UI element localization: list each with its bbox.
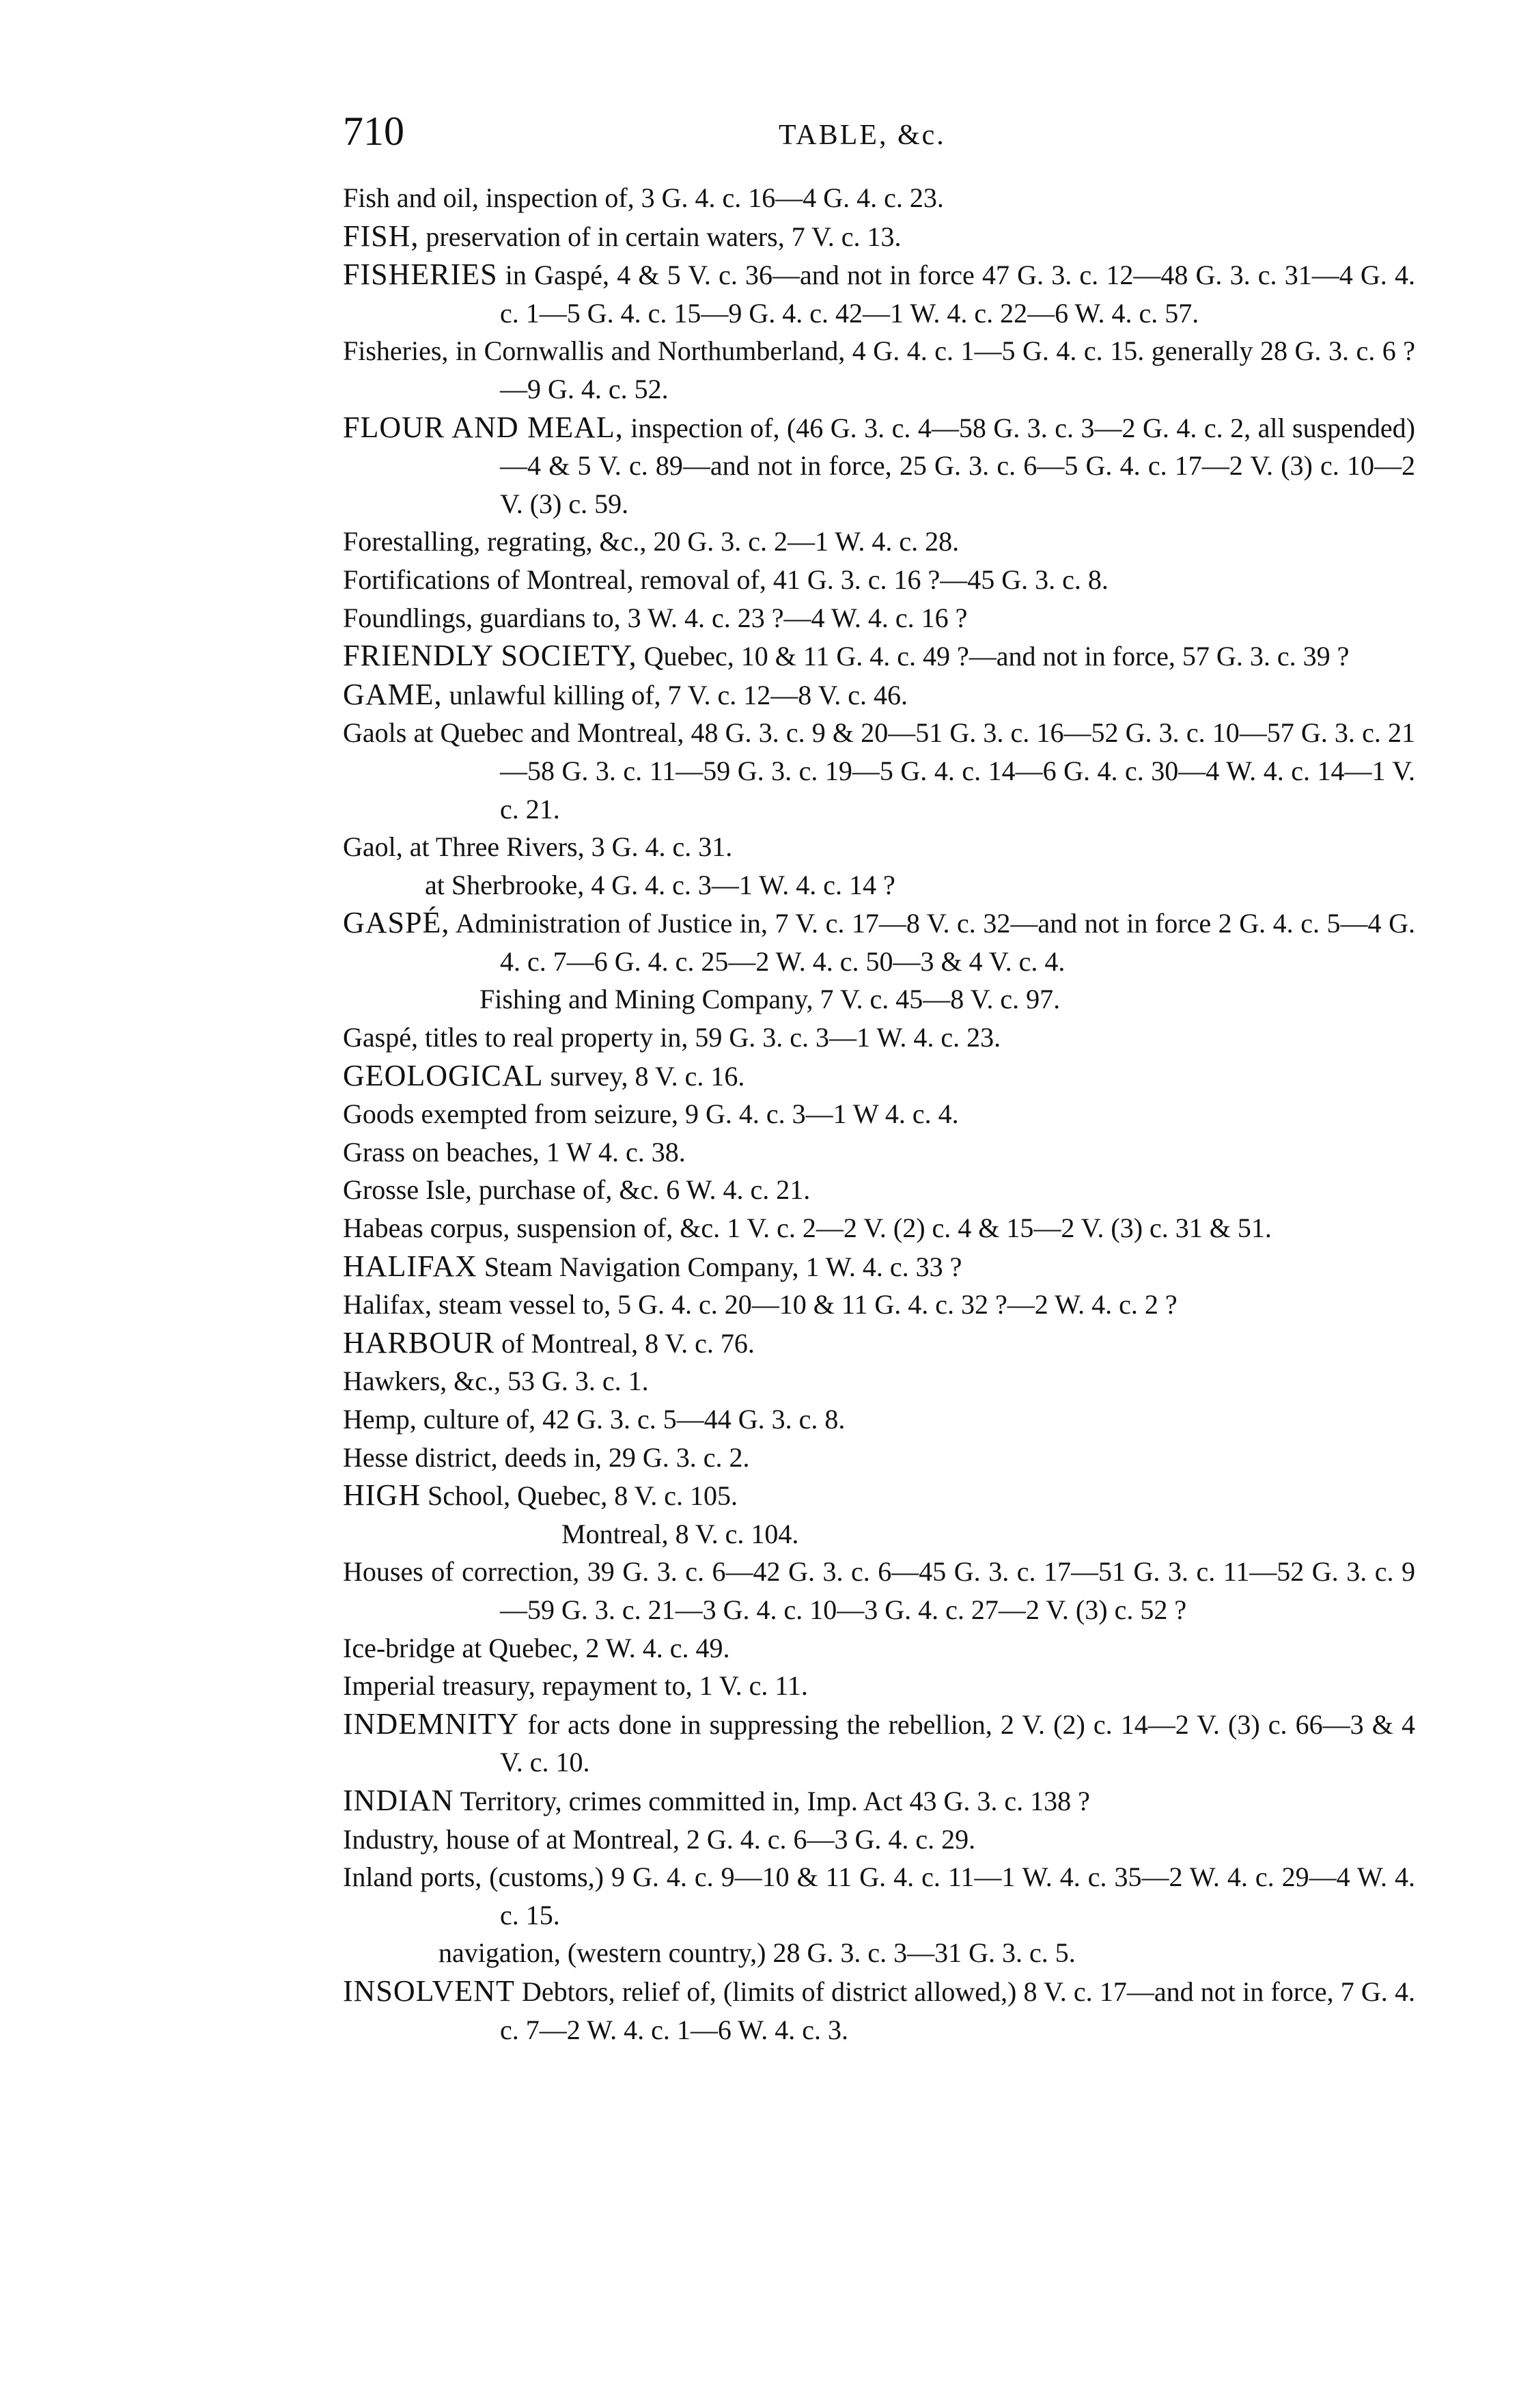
index-entry: [343, 1057, 1415, 1096]
entry-heading: GASPÉ,: [343, 906, 450, 940]
entry-heading: Foundlings,: [343, 602, 473, 633]
index-entry: [343, 217, 1415, 256]
index-entry: [343, 828, 1415, 866]
index-entry: [343, 1705, 1415, 1782]
entry-heading: Grass on beaches,: [343, 1136, 540, 1167]
index-entry: [343, 561, 1415, 599]
entry-references: steam vessel to, 5 G. 4. c. 20—10 & 11 G. 4. c. 32 ?—2 W. 4. c. 2 ?: [431, 1289, 1178, 1320]
entry-references: (customs,) 9 G. 4. c. 9—10 & 11 G. 4. c. 11—1 W. 4. c. 35—2 W. 4. c. 29—4 W. 4. c. 15.: [482, 1862, 1416, 1930]
index-entry: [343, 714, 1415, 828]
index-entry: [343, 1667, 1415, 1705]
index-entry: [343, 599, 1415, 637]
entry-references: inspection of, (46 G. 3. c. 4—58 G. 3. c. 3—2 G. 4. c. 2, all suspended)—4 & 5 V. c. 89—and not in force, 25 G. 3. c. 6—5 G. 4. c. 17—2 V. (3) c. 10—2 V. (3) c. 59.: [500, 412, 1416, 519]
entry-heading: Hemp,: [343, 1404, 417, 1435]
index-entry: [343, 255, 1415, 332]
entry-references: 4 G. 4. c. 3—1 W. 4. c. 14 ?: [584, 869, 895, 900]
entry-references: of Montreal, 8 V. c. 76.: [495, 1327, 755, 1359]
entry-heading: at Sherbrooke,: [425, 869, 585, 900]
entry-references: for acts done in suppressing the rebellion, 2 V. (2) c. 14—2 V. (3) c. 66—3 & 4 V. c. 10.: [500, 1708, 1415, 1778]
entry-heading: Habeas corpus,: [343, 1213, 510, 1244]
page-number: 710: [343, 109, 404, 154]
entry-heading: Ice-bridge at Quebec,: [343, 1632, 579, 1663]
entry-heading: HIGH: [343, 1478, 421, 1512]
entry-references: regrating, &c., 20 G. 3. c. 2—1 W. 4. c. 28.: [480, 526, 960, 557]
index-entry: [343, 1629, 1415, 1667]
entry-references: house of at Montreal, 2 G. 4. c. 6—3 G. 4. c. 29.: [438, 1823, 976, 1855]
entry-references: culture of, 42 G. 3. c. 5—44 G. 3. c. 8.: [416, 1404, 846, 1435]
entry-heading: INDEMNITY: [343, 1706, 520, 1741]
index-entry: [343, 904, 1415, 980]
page-header: [0, 104, 1532, 158]
entry-heading: Montreal,: [561, 1518, 669, 1549]
index-entry: [343, 1095, 1415, 1133]
entry-references: preservation of in certain waters, 7 V. c. 13.: [419, 221, 902, 252]
entry-references: 48 G. 3. c. 9 & 20—51 G. 3. c. 16—52 G. 3. c. 10—57 G. 3. c. 21—58 G. 3. c. 11—59 G. 3. c. 19—5 G. 4. c. 14—6 G. 4. c. 30—4 W. 4. c. 14—1 V. c. 21.: [500, 717, 1415, 825]
index-entry: [343, 1858, 1415, 1934]
entry-heading: Grosse Isle,: [343, 1174, 472, 1206]
index-entry: [343, 637, 1415, 676]
entry-references: in Cornwallis and Northumberland, 4 G. 4. c. 1—5 G. 4. c. 15. generally 28 G. 3. c. 6 ?—9 G. 4. c. 52.: [448, 335, 1415, 404]
entry-references: 39 G. 3. c. 6—42 G. 3. c. 6—45 G. 3. c. 17—51 G. 3. c. 11—52 G. 3. c. 9—59 G. 3. c. 21—3 G. 4. c. 10—3 G. 4. c. 27—2 V. (3) c. 52 ?: [500, 1556, 1415, 1625]
index-entry: [343, 179, 1415, 217]
entry-heading: GAME,: [343, 677, 443, 711]
entry-references: survey, 8 V. c. 16.: [543, 1060, 745, 1092]
entry-references: in Gaspé, 4 & 5 V. c. 36—and not in force 47 G. 3. c. 12—48 G. 3. c. 31—4 G. 4. c. 1—5 G. 4. c. 15—9 G. 4. c. 42—1 W. 4. c. 22—6 W. 4. c. 57.: [497, 260, 1415, 329]
entry-references: Territory, crimes committed in, Imp. Act 43 G. 3. c. 138 ?: [454, 1785, 1090, 1816]
index-entry: [343, 409, 1415, 523]
index-entry: [343, 1362, 1415, 1400]
entry-references: (western country,) 28 G. 3. c. 3—31 G. 3. c. 5.: [560, 1937, 1076, 1969]
entry-references: unlawful killing of, 7 V. c. 12—8 V. c. 46.: [442, 679, 908, 710]
index-entry: [343, 332, 1415, 408]
entry-references: 3 G. 4. c. 16—4 G. 4. c. 23.: [634, 182, 944, 213]
entry-heading: FISHERIES: [343, 258, 498, 292]
index-entry: [479, 980, 1415, 1019]
entry-references: Steam Navigation Company, 1 W. 4. c. 33 ?: [477, 1251, 962, 1282]
entry-references: removal of, 41 G. 3. c. 16 ?—45 G. 3. c. 8.: [633, 564, 1109, 595]
entry-references: guardians to, 3 W. 4. c. 23 ?—4 W. 4. c. 16 ?: [473, 602, 968, 633]
entry-references: Administration of Justice in, 7 V. c. 17—8 V. c. 32—and not in force 2 G. 4. c. 5—4 G. 4. c. 7—6 G. 4. c. 25—2 W. 4. c. 50—3 & 4 V. c. 4.: [449, 908, 1415, 977]
entry-heading: Goods exempted from seizure,: [343, 1098, 678, 1130]
entry-heading: Imperial treasury,: [343, 1670, 535, 1702]
running-title: TABLE, &c.: [779, 120, 946, 151]
entry-heading: FRIENDLY SOCIETY,: [343, 639, 637, 673]
entry-heading: Hawkers,: [343, 1366, 447, 1397]
entry-references: 1 W 4. c. 38.: [539, 1136, 686, 1167]
index-entry: [343, 1972, 1415, 2049]
index-entry: [343, 1247, 1415, 1286]
entry-heading: Industry,: [343, 1823, 439, 1855]
entry-references: 3 G. 4. c. 31.: [584, 831, 733, 863]
entry-references: deeds in, 29 G. 3. c. 2.: [497, 1441, 750, 1473]
entry-references: 2 W. 4. c. 49.: [579, 1632, 730, 1663]
entry-references: suspension of, &c. 1 V. c. 2—2 V. (2) c. 4 & 15—2 V. (3) c. 31 & 51.: [510, 1213, 1272, 1244]
index-entry: [343, 1439, 1415, 1477]
entry-heading: Halifax,: [343, 1289, 432, 1320]
index-entry: [343, 1553, 1415, 1629]
index-entry: [343, 1324, 1415, 1363]
entry-references: 9 G. 4. c. 3—1 W 4. c. 4.: [678, 1098, 959, 1130]
entry-references: 7 V. c. 45—8 V. c. 97.: [813, 984, 1061, 1015]
entry-references: School, Quebec, 8 V. c. 105.: [420, 1480, 738, 1512]
entry-heading: HARBOUR: [343, 1325, 495, 1359]
index-entry: [425, 866, 1415, 904]
entry-heading: navigation,: [438, 1937, 561, 1969]
entry-heading: INSOLVENT: [343, 1974, 515, 2008]
index-entry: [343, 1782, 1415, 1821]
entry-references: Debtors, relief of, (limits of district allowed,) 8 V. c. 17—and not in force, 7 G. 4. c. 7—2 W. 4. c. 1—6 W. 4. c. 3.: [500, 1976, 1415, 2045]
index-entry: [438, 1934, 1415, 1972]
entry-heading: Gaspé,: [343, 1022, 418, 1053]
index-entry: [343, 1019, 1415, 1057]
entry-references: Quebec, 10 & 11 G. 4. c. 49 ?—and not in force, 57 G. 3. c. 39 ?: [637, 641, 1350, 672]
entry-heading: Hesse district,: [343, 1441, 498, 1473]
index-entry: [343, 676, 1415, 715]
index-entry: [561, 1515, 1415, 1553]
entry-references: &c., 53 G. 3. c. 1.: [447, 1366, 649, 1397]
entry-references: repayment to, 1 V. c. 11.: [535, 1670, 808, 1702]
entry-heading: Fishing and Mining Company,: [479, 984, 813, 1015]
entry-references: purchase of, &c. 6 W. 4. c. 21.: [471, 1174, 811, 1206]
entry-heading: FLOUR AND MEAL,: [343, 410, 624, 444]
entry-references: titles to real property in, 59 G. 3. c. 3—1 W. 4. c. 23.: [417, 1022, 1001, 1053]
index-entry: [343, 1476, 1415, 1515]
entry-heading: HALIFAX: [343, 1249, 477, 1283]
entry-heading: GEOLOGICAL: [343, 1058, 544, 1092]
entry-heading: Forestalling,: [343, 526, 481, 557]
entry-heading: INDIAN: [343, 1783, 454, 1817]
index-entry: [343, 1821, 1415, 1859]
index-entry: [343, 523, 1415, 561]
entry-heading: FISH,: [343, 219, 419, 253]
entry-heading: Fisheries,: [343, 335, 449, 367]
index-entry: [343, 1171, 1415, 1209]
entry-heading: Houses of correction,: [343, 1556, 580, 1588]
index-entries: [343, 179, 1415, 2049]
index-entry: [343, 1286, 1415, 1324]
entry-heading: Gaol, at Three Rivers,: [343, 831, 585, 863]
entry-heading: Fortifications of Montreal,: [343, 564, 634, 595]
entry-heading: Gaols at Quebec and Montreal,: [343, 717, 684, 749]
index-entry: [343, 1400, 1415, 1439]
index-entry: [343, 1209, 1415, 1247]
entry-references: 8 V. c. 104.: [668, 1518, 799, 1549]
entry-heading: Inland ports,: [343, 1862, 482, 1893]
index-entry: [343, 1133, 1415, 1172]
entry-heading: Fish and oil, inspection of,: [343, 182, 635, 213]
